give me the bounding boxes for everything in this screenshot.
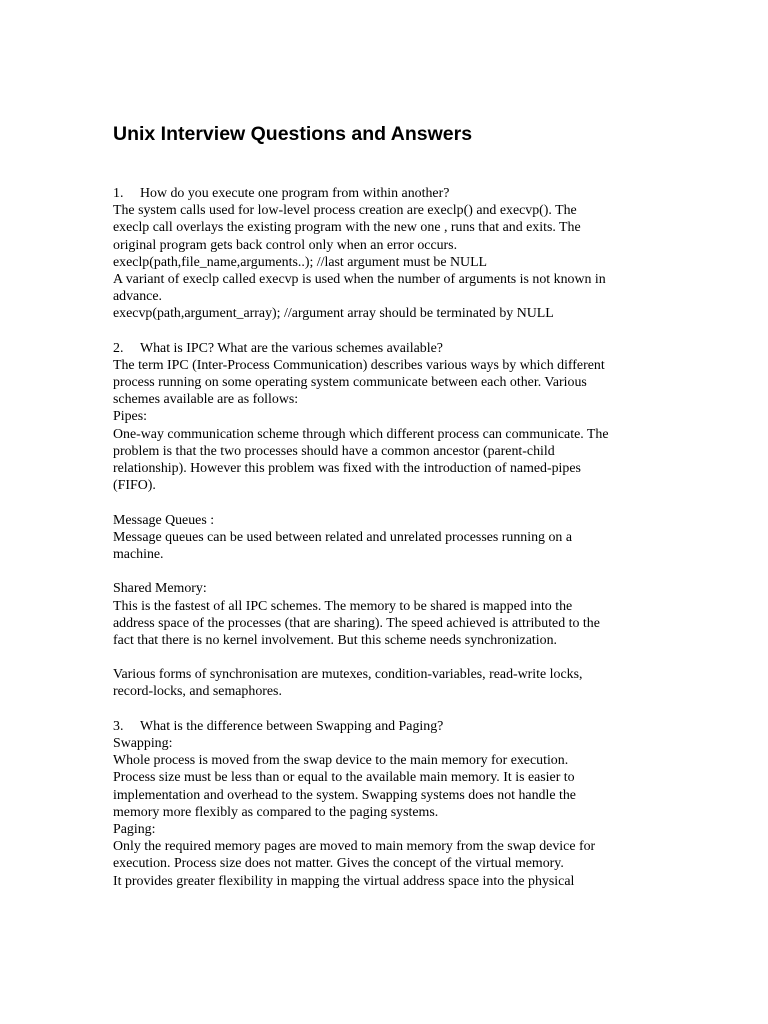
question-number: 1. bbox=[113, 186, 124, 201]
answer-line: Message queues can be used between related and unrelated processes running on a bbox=[113, 529, 572, 545]
paragraph-spacer bbox=[113, 563, 673, 580]
answer-line: (FIFO). bbox=[113, 478, 156, 494]
answer-line: A variant of execlp called execvp is used when the number of arguments is not known in bbox=[113, 271, 606, 287]
answer-line: One-way communication scheme through which different process can communicate. The bbox=[113, 426, 609, 442]
document-title: Unix Interview Questions and Answers bbox=[113, 123, 473, 145]
question-heading bbox=[113, 718, 673, 735]
answer-line: Whole process is moved from the swap device to the main memory for execution. bbox=[113, 753, 569, 769]
question-text: What is IPC? What are the various schemes available? bbox=[140, 340, 443, 356]
question-heading bbox=[113, 340, 673, 357]
section-spacer bbox=[113, 701, 673, 718]
answer-line: execlp call overlays the existing program with the new one , runs that and exits. The bbox=[113, 220, 581, 236]
paragraph-spacer bbox=[113, 494, 673, 511]
document-body bbox=[113, 185, 673, 890]
answer-line: execvp(path,argument_array); //argument array should be terminated by NULL bbox=[113, 306, 554, 322]
question-number: 3. bbox=[113, 718, 124, 734]
answer-line: Paging: bbox=[113, 821, 156, 837]
question-text: How do you execute one program from within another? bbox=[140, 186, 450, 201]
question-text: What is the difference between Swapping and Paging? bbox=[140, 718, 444, 734]
question-section-2 bbox=[113, 340, 673, 701]
answer-line: Shared Memory: bbox=[113, 581, 207, 597]
answer-line: address space of the processes (that are sharing). The speed achieved is attributed to the bbox=[113, 615, 600, 631]
question-section-3 bbox=[113, 718, 673, 890]
answer-line: execlp(path,file_name,arguments..); //last argument must be NULL bbox=[113, 254, 488, 270]
answer-line: The system calls used for low-level process creation are execlp() and execvp(). The bbox=[113, 203, 577, 219]
answer-line: Only the required memory pages are moved to main memory from the swap device for bbox=[113, 839, 596, 855]
answer-line: Various forms of synchronisation are mutexes, condition-variables, read-write locks, bbox=[113, 667, 583, 683]
question-number: 2. bbox=[113, 340, 124, 356]
answer-line: implementation and overhead to the system. Swapping systems does not handle the bbox=[113, 787, 576, 803]
answer-line: execution. Process size does not matter. Gives the concept of the virtual memory. bbox=[113, 856, 564, 872]
answer-line: Message Queues : bbox=[113, 512, 215, 528]
answer-line: schemes available are as follows: bbox=[113, 392, 299, 408]
answer-line: Swapping: bbox=[113, 736, 173, 751]
answer-line: process running on some operating system communicate between each other. Various bbox=[113, 375, 587, 391]
answer-line: record-locks, and semaphores. bbox=[113, 684, 282, 700]
section-spacer bbox=[113, 323, 673, 340]
answer-line: relationship). However this problem was fixed with the introduction of named-pipes bbox=[113, 461, 581, 476]
answer-line: Pipes: bbox=[113, 409, 147, 425]
answer-line: problem is that the two processes should have a common ancestor (parent-child bbox=[113, 443, 555, 459]
answer-line: The term IPC (Inter-Process Communication) describes various ways by which different bbox=[113, 357, 605, 373]
answer-line: This is the fastest of all IPC schemes. The memory to be shared is mapped into the bbox=[113, 598, 573, 614]
answer-line: advance. bbox=[113, 289, 162, 305]
question-section-1 bbox=[113, 185, 673, 323]
paragraph-spacer bbox=[113, 649, 673, 666]
answer-line: original program gets back control only when an error occurs. bbox=[113, 237, 458, 253]
answer-line: machine. bbox=[113, 546, 164, 562]
answer-line: fact that there is no kernel involvement. But this scheme needs synchronization. bbox=[113, 632, 557, 648]
answer-line: It provides greater flexibility in mapping the virtual address space into the physical bbox=[113, 873, 575, 889]
question-heading bbox=[113, 185, 673, 202]
answer-line: Process size must be less than or equal to the available main memory. It is easier to bbox=[113, 770, 575, 786]
answer-line: memory more flexibly as compared to the paging systems. bbox=[113, 804, 439, 820]
